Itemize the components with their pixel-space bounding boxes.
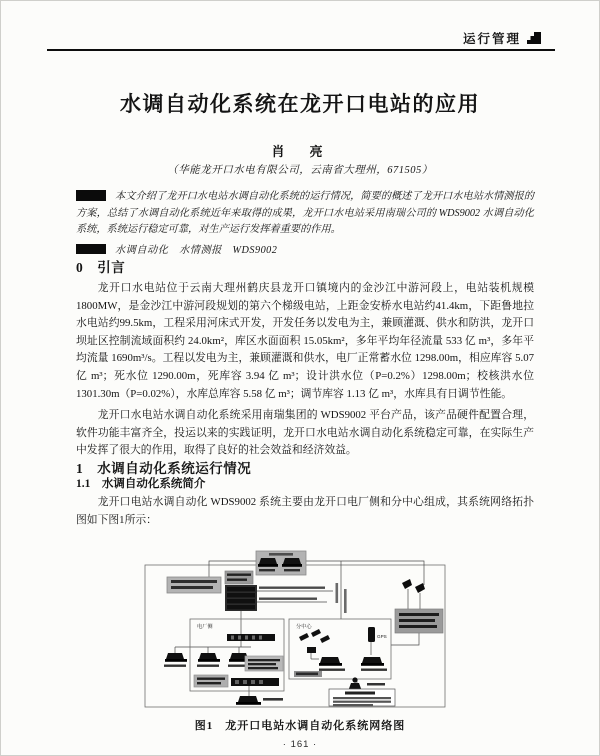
running-header-label: 运行管理 (462, 32, 521, 46)
section-0-paragraph-1: 龙开口水电站位于云南大理州鹤庆县龙开口镇境内的金沙江中游河段上，电站装机规模1800MW，是金沙江中游河段规划的第六个梯级电站，上距金安桥水电站约41.4km，下距鲁地拉水电站约99.5km，工程采用河床式开发，开发任务以发电为主，兼顾灌溉、供水和防洪，龙开口坝址区控制流域面积约 24.0km²，库区水面面积 15.05km²，多年平均年径流量 533 亿 m³，多年平均流量 1690m³/s。工程以发电为主，兼顾灌溉和供水，电厂正常蓄水位 1298.00m，相应库容 5.07 亿 m³；死水位 1290.00m，死库容 3.94 亿 m³；设计洪水位（P=0.2%）1298.00m；校核洪水位 1301.30m（P=0.02%），水库总库容 5.58 亿 m³；调节库容 1.13 亿 m³，水库具有日调节性能。 (76, 282, 534, 400)
abstract-text: 本文介绍了龙开口水电站水调自动化系统的运行情况，简要的概述了龙开口水电站水情测报的方案，总结了水调自动化系统近年来取得的成果，龙开口水电站采用南瑞公司的 WDS9002 水调自动化系统，系统运行稳定可靠，对生产运行发挥着重要的作用。 (76, 191, 534, 235)
running-header (463, 29, 541, 47)
monitor-icon (307, 647, 316, 653)
section-0-heading: 0 引言 (76, 260, 126, 275)
keywords-text: 水调自动化 水情测报 WDS9002 (115, 244, 278, 256)
keywords-label-block (76, 244, 106, 255)
server-icon (259, 558, 277, 564)
server-icon (283, 558, 301, 564)
satellite-dish-icon (320, 635, 330, 643)
gps-receiver-icon (368, 627, 375, 642)
workstation-icon (166, 653, 184, 659)
plant-side-label: 电厂侧 (197, 624, 213, 630)
author-name: 肖 亮 (271, 144, 329, 159)
right-label-box (395, 609, 443, 633)
remote-station-legend (329, 677, 395, 706)
satellite-dish-icon (299, 633, 309, 641)
server-icon (362, 657, 382, 663)
antenna-icon (402, 579, 412, 589)
sub-center-box (289, 619, 391, 679)
figure-1 (1, 549, 599, 715)
antenna-icon (415, 583, 425, 593)
sub-center-label: 分中心 (296, 624, 312, 630)
section-1-1-paragraph-1: 龙开口电站水调自动化 WDS9002 系统主要由龙开口电厂侧和分中心组成，其系统网络拓扑图如下图1所示： (76, 495, 534, 526)
workstation-icon (199, 653, 217, 659)
stair-block-icon (527, 32, 541, 44)
outer-workstation (164, 653, 187, 667)
plant-side-box (190, 619, 284, 691)
antenna-icons (402, 579, 425, 593)
keywords-paragraph (76, 243, 534, 260)
bottom-server (236, 696, 283, 705)
section-1-heading: 1 水调自动化系统运行情况 (76, 460, 252, 476)
left-label-box (167, 577, 221, 593)
author-affiliation: （华能龙开口水电有限公司，云南省大理州，671505） (167, 165, 433, 176)
figure-1-caption: 图1 龙开口电站水调自动化系统网络图 (194, 720, 406, 732)
master-station-box (256, 551, 306, 575)
network-topology-diagram (139, 549, 461, 715)
abstract-paragraph (76, 189, 534, 239)
gps-label: GPS (377, 634, 387, 639)
section-0-paragraph-2: 龙开口水电站水调自动化系统采用南瑞集团的 WDS9002 平台产品，该产品硬件配置合理，软件功能丰富齐全，投运以来的实践证明，龙开口水电站水调自动化系统稳定可靠，在实际生产中发挥了很大的作用，取得了良好的社会效益和经济效益。 (76, 409, 534, 457)
server-icon (238, 696, 258, 702)
header-rule (47, 49, 555, 51)
page-number: · 161 · (282, 739, 318, 750)
abstract-label-block (76, 190, 106, 201)
server-icon (320, 657, 340, 663)
lan-switch-bar (227, 634, 275, 641)
section-1-1-heading: 1.1 水调自动化系统简介 (76, 477, 206, 490)
page-title: 水调自动化系统在龙开口电站的应用 (120, 92, 480, 116)
body-column (76, 189, 534, 529)
satellite-dish-icon (311, 629, 321, 637)
